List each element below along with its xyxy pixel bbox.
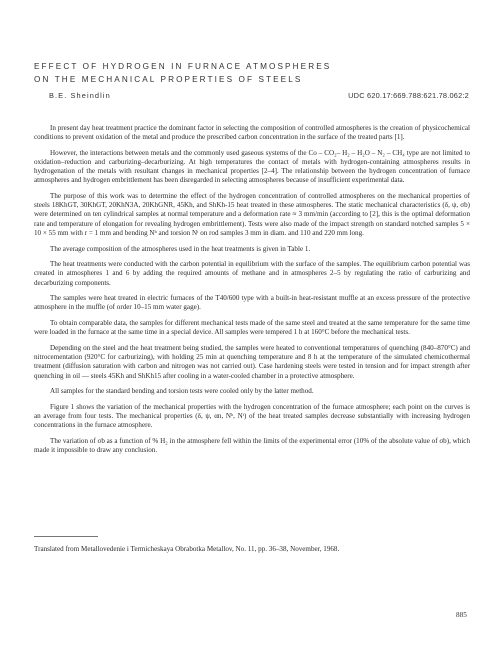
footnote-divider xyxy=(34,536,98,537)
paragraph: In present day heat treatment practice the dominant factor in selecting the composition of controlled atmospheres is the creation of physicochemical conditions to prevent oxidation of the metal and produce the prescribed carbon concentration in the surface of the treated parts [1]. xyxy=(34,124,470,142)
page-number: 885 xyxy=(456,611,467,619)
udc-code: UDC 620.17:669.788:621.78.062:2 xyxy=(348,91,469,100)
paragraph: To obtain comparable data, the samples for different mechanical tests made of the same steel and treated at the same temperature for the same time were loaded in the furnace at the same time in a special device. All samples were tempered 1 h at 160°C before the mechanical tests. xyxy=(34,319,470,337)
paragraph: Figure 1 shows the variation of the mechanical properties with the hydrogen concentration of the furnace atmosphere; each point on the curves is an average from four tests. The mechanical properties (δ, ψ, αn, Nᵇ, Nᵗ) of the heat treated samples decrease substantially with increasing hydrogen concentrations in the furnace atmosphere. xyxy=(34,403,470,430)
article-body xyxy=(34,124,470,455)
paragraph: Depending on the steel and the heat treatment being studied, the samples were heated to conventional temperatures of quenching (840–870°C) and nitrocementation (920°C for carburizing), with holding 25 min at quenching temperature and 8 h at the temperature of the simulated chemicothermal treatment (diffusion saturation with carbon and nitrogen was not carried out). Case hardening steels were tested in tension and for impact strength after quenching in oil — steels 45Kh and ShKh15 after cooling in a water-cooled chamber in a protective atmosphere. xyxy=(34,344,470,380)
paragraph: The variation of σb as a function of % H₂ in the atmosphere fell within the limits of the experimental error (10% of the absolute value of σb), which made it impossible to draw any conclusion. xyxy=(34,437,470,455)
article-title xyxy=(34,60,331,86)
translation-footnote xyxy=(34,545,470,554)
title-line-2: ON THE MECHANICAL PROPERTIES OF STEELS xyxy=(34,75,303,84)
author-name: B.E. Sheindlin xyxy=(49,91,111,100)
paragraph: The heat treatments were conducted with the carbon potential in equilibrium with the surface of the samples. The equilibrium carbon potential was created in atmospheres 1 and 6 by adding the required amounts of methane and in atmospheres 2–5 by regulating the ratio of carburizing and decarburizing components. xyxy=(34,260,470,287)
paragraph: The average composition of the atmospheres used in the heat treatments is given in Table 1. xyxy=(50,244,311,253)
paragraph: The samples were heat treated in electric furnaces of the T40/600 type with a built-in heat-resistant muffle at an excess pressure of the protective atmosphere in the muffle (of order 10–15 mm water gage). xyxy=(34,294,470,312)
paragraph: All samples for the standard bending and torsion tests were cooled only by the latter method. xyxy=(50,387,314,396)
title-line-1: EFFECT OF HYDROGEN IN FURNACE ATMOSPHERES xyxy=(34,62,332,71)
paragraph: The purpose of this work was to determine the effect of the hydrogen concentration of controlled atmospheres on the mechanical properties of steels 18KhGT, 30KhGT, 20KhN3A, 20KhGNR, 45Kh, and ShKh-15 heat treated in these atmospheres. The static mechanical characteristics (δ, ψ, σb) were determined on ten cylindrical samples at normal temperature and a deformation rate ≈ 3 mm/min (according to [2], this is the optimal deformation rate and temperature of elongation for revealing hydrogen embrittlement). Tests were also made of the impact strength on standard notched samples 5 × 10 × 55 mm with r = 1 mm and bending Nᵇ and torsion Nᵗ on rod samples 3 mm in diam. and 110 and 220 mm long. xyxy=(34,192,470,237)
footnote-text: Translated from Metallovedenie i Termicheskaya Obrabotka Metallov, No. 11, pp. 36–38, November, 1968. xyxy=(34,545,340,553)
paragraph: However, the interactions between metals and the commonly used gaseous systems of the Co – CO₂– H₂ – H₂O – N₂ – CH₄ type are not limited to oxidation–reduction and carburizing–decarburizing. At high temperatures the contact of metals with hydrogen-containing atmospheres results in hydrogenation of the metals with resultant changes in mechanical properties [2–4]. The relationship between the hydrogen concentration of furnace atmospheres and hydrogen embrittlement has been disregarded in selecting atmospheres because of insufficient experimental data. xyxy=(34,148,470,185)
